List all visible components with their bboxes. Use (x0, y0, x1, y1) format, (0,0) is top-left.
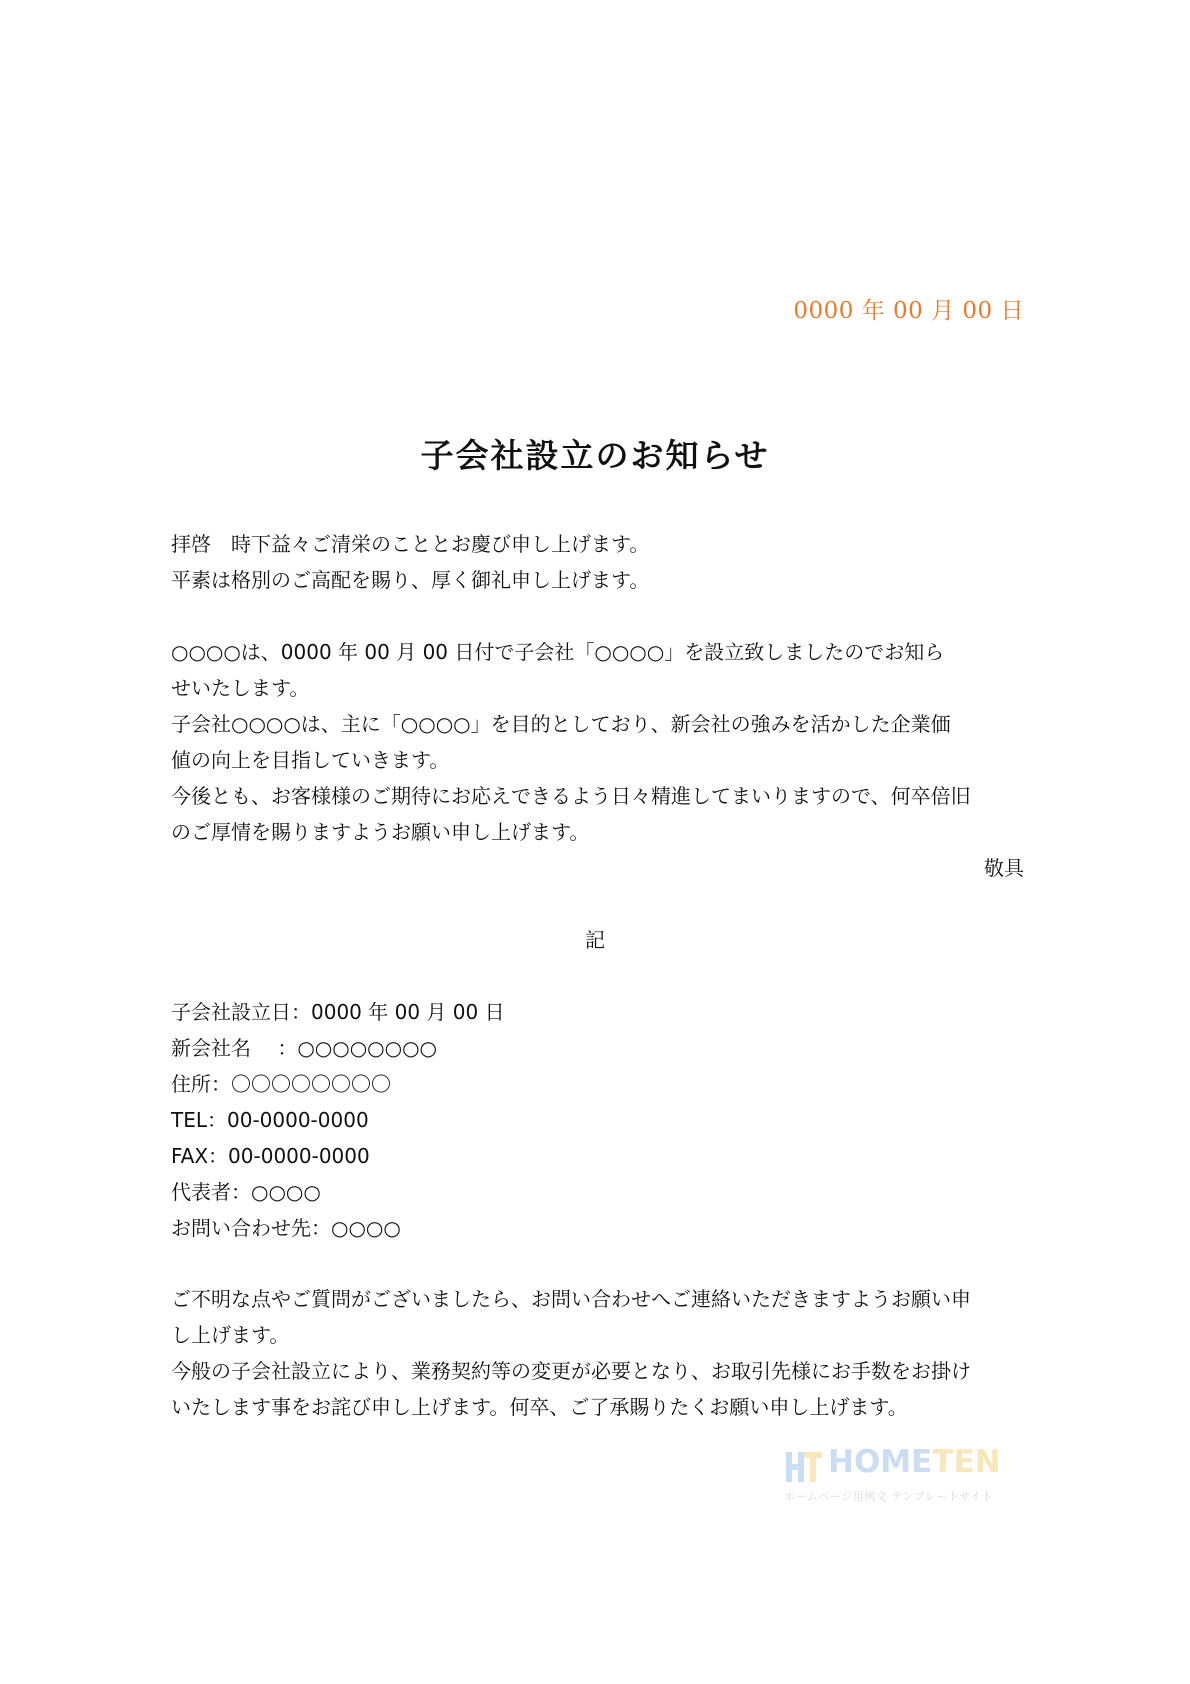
detail-tel: TEL：00-0000-0000 (171, 1108, 369, 1132)
main-line: ○○○○は、0000 年 00 月 00 日付で子会社「○○○○」を設立致しましたのでお知ら (171, 640, 945, 664)
detail-representative: 代表者：○○○○ (171, 1180, 321, 1204)
detail-establishment-date: 子会社設立日：0000 年 00 月 00 日 (171, 1000, 505, 1024)
details-list (171, 994, 1021, 1246)
document-date: 0000 年 00 月 00 日 (793, 298, 1024, 324)
logo-home-text: HOME (828, 1444, 933, 1480)
main-line: 子会社○○○○は、主に「○○○○」を目的としており、新会社の強みを活かした企業価 (171, 712, 951, 736)
hometen-logo-mark-icon (784, 1448, 824, 1484)
closing-line: ご不明な点やご質問がございましたら、お問い合わせへご連絡いただきますようお願い申 (171, 1287, 971, 1311)
closing-paragraph (171, 1281, 1021, 1425)
detail-company-name: 新会社名 ：○○○○○○○○ (171, 1036, 437, 1060)
greeting-line: 平素は格別のご高配を賜り、厚く御礼申し上げます。 (171, 568, 650, 592)
hometen-logo-tagline: ホームページ用例文 テンプレートサイト (784, 1490, 994, 1503)
hometen-logo (784, 1446, 1014, 1506)
detail-fax: FAX：00-0000-0000 (171, 1144, 370, 1168)
closing-line: 今般の子会社設立により、業務契約等の変更が必要となり、お取引先様にお手数をお掛け (171, 1359, 971, 1383)
notation-heading: 記 (585, 928, 605, 952)
main-paragraph (171, 634, 1021, 850)
logo-ten-text: TEN (932, 1444, 1001, 1480)
document-title: 子会社設立のお知らせ (420, 436, 770, 475)
hometen-logo-wordmark (828, 1444, 1001, 1480)
greeting-line: 拝啓 時下益々ご清栄のこととお慶び申し上げます。 (171, 532, 650, 556)
detail-contact: お問い合わせ先：○○○○ (171, 1216, 401, 1240)
closing-line: し上げます。 (171, 1323, 290, 1347)
main-line: せいたします。 (171, 676, 310, 700)
greeting-paragraph (171, 526, 1021, 598)
detail-address: 住所：〇〇〇〇〇〇〇〇 (171, 1072, 391, 1096)
main-line: 今後とも、お客様様のご期待にお応えできるよう日々精進してまいりますので、何卒倍旧 (171, 784, 971, 808)
main-line: 値の向上を目指していきます。 (171, 748, 450, 772)
closing-salutation: 敬具 (984, 856, 1024, 880)
main-line: のご厚情を賜りますようお願い申し上げます。 (171, 820, 590, 844)
closing-line: いたします事をお詫び申し上げます。何卒、ご了承賜りたくお願い申し上げます。 (171, 1395, 908, 1419)
